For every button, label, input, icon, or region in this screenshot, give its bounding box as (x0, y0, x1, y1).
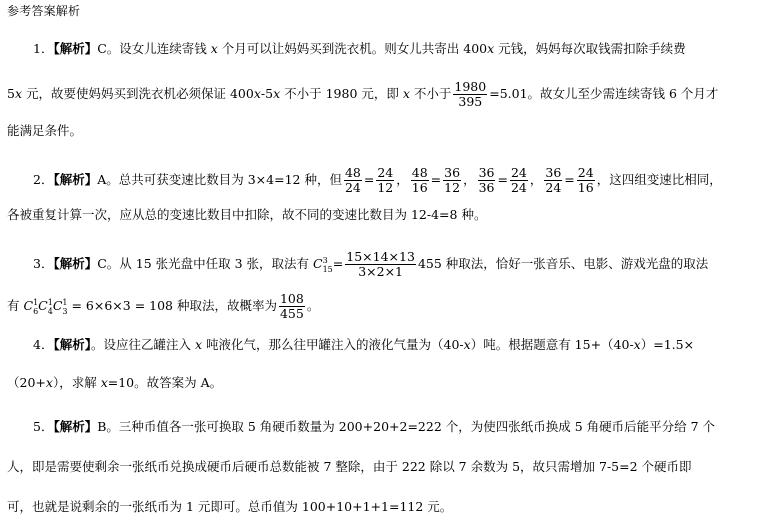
fraction (345, 250, 416, 279)
item-2-line-2 (0, 206, 757, 224)
fraction-denominator: 24 (545, 180, 562, 195)
text-segment: = (430, 172, 442, 187)
fraction-numerator: 36 (444, 165, 461, 180)
item-3-line-2 (0, 292, 757, 321)
fraction-denominator: 3×2×1 (358, 264, 403, 279)
item-number: 3． (33, 256, 54, 271)
fraction (544, 166, 562, 195)
fraction-numerator: 48 (411, 165, 428, 180)
fraction-denominator: 455 (279, 306, 304, 321)
fraction-denominator: 12 (444, 180, 461, 195)
variable: x (45, 375, 53, 390)
text-segment: 元钱，妈妈每次取钱需扣除手续费 (494, 41, 686, 56)
variable: x (487, 41, 495, 56)
variable: x (273, 86, 281, 101)
item-1-line-2 (0, 80, 757, 109)
item-number: 4． (33, 337, 54, 352)
fraction-numerator: 24 (577, 165, 594, 180)
text-segment: 5 (7, 86, 15, 101)
text-segment: 个月可以让妈妈买到洗衣机。则女儿共寄出 400 (217, 41, 488, 56)
combination-symbol: C (23, 298, 34, 313)
fraction-numerator: 108 (279, 291, 304, 306)
text-segment: 不小于 (409, 86, 452, 101)
page-heading: 参考答案解析 (7, 4, 81, 18)
fraction (478, 166, 496, 195)
item-5-line-2 (0, 458, 757, 476)
fraction-numerator: 24 (377, 165, 394, 180)
fraction-denominator: 395 (458, 94, 483, 109)
text-segment: 可，也就是说剩余的一张纸币为 1 元即可。总币值为 100+10+1+1=112 元。 (7, 499, 453, 514)
analysis-tag: 【解析】 (53, 172, 98, 187)
fraction-denominator: 24 (510, 180, 527, 195)
text-segment: = (564, 172, 575, 187)
text-segment: （20+ (7, 375, 46, 390)
analysis-tag: 【解析】 (53, 256, 98, 271)
item-1-line-3 (0, 122, 757, 140)
analysis-tag: 【解析】 (53, 41, 98, 56)
fraction (279, 292, 305, 321)
fraction-denominator: 36 (478, 180, 495, 195)
fraction-denominator: 16 (411, 180, 428, 195)
item-number: 5． (33, 419, 54, 434)
text-segment: 能满足条件。 (7, 123, 83, 138)
text-segment: = (497, 172, 508, 187)
fraction-numerator: 1980 (454, 79, 487, 94)
fraction (577, 166, 595, 195)
text-segment: =10。故答案为 A。 (107, 375, 223, 390)
fraction-denominator: 24 (344, 180, 361, 195)
combination-symbol: C (52, 298, 63, 313)
item-2-line-1 (0, 166, 757, 195)
text-segment: 不小于 1980 元，即 (280, 86, 403, 101)
variable: x (194, 337, 203, 352)
text-segment: ）=1.5× (640, 337, 695, 352)
text-segment: 吨液化气，那么往甲罐注入的液化气量为（40- (202, 337, 464, 352)
fraction (443, 166, 461, 195)
combination-indices (323, 256, 333, 274)
text-segment: = 6×6×3 = 108 种取法，故概率为 (67, 298, 277, 313)
text-segment: 。 (306, 298, 320, 313)
superscript: 3 (322, 255, 328, 265)
text-segment: = (363, 172, 375, 187)
superscript: 1 (47, 297, 53, 307)
text-segment: =5.01。故女儿至少需连续寄钱 6 个月才 (489, 86, 719, 101)
fraction-numerator: 36 (545, 165, 562, 180)
fraction (376, 166, 394, 195)
variable: x (402, 86, 410, 101)
fraction-numerator: 48 (344, 165, 361, 180)
text-segment: C。设女儿连续寄钱 (97, 41, 211, 56)
combination-symbol: C (38, 298, 48, 313)
fraction (510, 166, 528, 195)
text-segment: = (332, 256, 344, 271)
superscript: 1 (62, 297, 68, 307)
item-5-line-3 (0, 498, 757, 516)
subscript: 15 (322, 264, 333, 274)
fraction (344, 166, 362, 195)
text-segment: 各被重复计算一次，应从总的变速比数目中扣除，故不同的变速比数目为 12-4=8 种。 (7, 207, 487, 222)
variable: x (633, 337, 641, 352)
analysis-tag: 【解析】 (53, 419, 98, 434)
text-segment: ， (529, 172, 543, 187)
text-segment: ），求解 (52, 375, 101, 390)
text-segment: 455 种取法，恰好一张音乐、电影、游戏光盘的取法 (417, 256, 709, 271)
variable: x (14, 86, 23, 101)
text-segment: 。设应往乙罐注入 (90, 337, 195, 352)
superscript: 1 (33, 297, 39, 307)
variable: x (100, 375, 108, 390)
subscript: 3 (62, 306, 68, 316)
item-4-line-2 (0, 374, 757, 392)
fraction-denominator: 12 (377, 180, 394, 195)
item-3-line-1 (0, 250, 757, 279)
analysis-tag: 【解析】 (53, 337, 91, 352)
text-segment: C。从 15 张光盘中任取 3 张，取法有 (97, 256, 314, 271)
fraction (453, 80, 487, 109)
text-segment: ， (396, 172, 409, 187)
text-segment: A。总共可获变速比数目为 3×4=12 种，但 (97, 172, 342, 187)
text-segment: -5 (260, 86, 274, 101)
variable: x (463, 337, 471, 352)
text-segment: ， (463, 172, 476, 187)
item-5-line-1 (0, 418, 757, 436)
text-segment: 元，故要使妈妈买到洗衣机必须保证 400 (22, 86, 254, 101)
fraction (411, 166, 429, 195)
text-segment: 有 (7, 298, 24, 313)
text-segment: ，这四组变速比相同， (596, 172, 722, 187)
fraction-denominator: 16 (577, 180, 594, 195)
item-1-line-1 (0, 40, 757, 58)
variable: x (253, 86, 261, 101)
text-segment: B。三种币值各一张可换取 5 角硬币数量为 200+20+2=222 个，为使四张纸币换成 5 角硬币后能平分给 7 个 (97, 419, 716, 434)
combination-symbol: C (313, 256, 323, 271)
variable: x (210, 41, 218, 56)
fraction-numerator: 15×14×13 (346, 249, 415, 264)
item-number: 2． (33, 172, 54, 187)
fraction-numerator: 36 (478, 165, 495, 180)
text-segment: ）吨。根据题意有 15+（40- (470, 337, 634, 352)
subscript: 4 (47, 306, 53, 316)
item-4-line-1 (0, 336, 757, 354)
text-segment: 人，即是需要使剩余一张纸币兑换成硬币后硬币总数能被 7 整除，由于 222 除以 7 余数为 5，故只需增加 7-5=2 个硬币即 (7, 459, 692, 474)
subscript: 6 (33, 306, 39, 316)
item-number: 1． (33, 41, 54, 56)
fraction-numerator: 24 (510, 165, 527, 180)
